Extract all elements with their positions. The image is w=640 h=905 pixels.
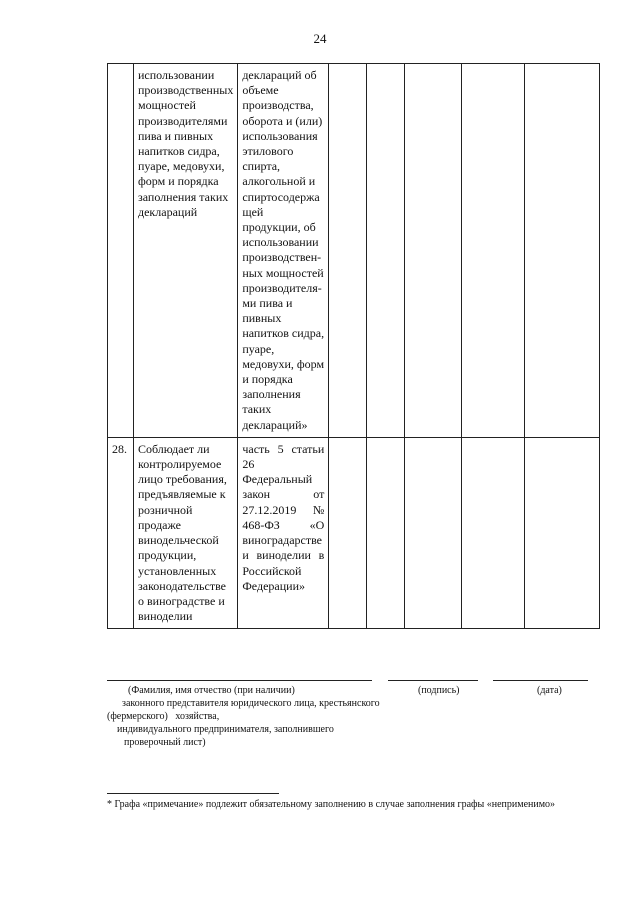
note-cell[interactable] bbox=[462, 64, 525, 438]
note-cell[interactable] bbox=[462, 437, 525, 628]
name-signature-line[interactable] bbox=[107, 680, 372, 681]
legal-reference-cell: часть 5 статьи 26 Федеральный закон от 27.12.2019 № 468-ФЗ «О виноградарстве и виноделии в Российской Федерации» bbox=[238, 437, 329, 628]
footnote-divider bbox=[107, 793, 279, 794]
row-number-cell: 28. bbox=[108, 437, 134, 628]
page-number: 24 bbox=[313, 31, 327, 46]
table-row bbox=[108, 64, 600, 438]
checklist-table bbox=[107, 63, 600, 629]
date-label: (дата) bbox=[537, 685, 562, 696]
answer-not-applicable-cell[interactable] bbox=[405, 64, 462, 438]
answer-no-cell[interactable] bbox=[367, 64, 405, 438]
answer-not-applicable-cell[interactable] bbox=[405, 437, 462, 628]
date-line[interactable] bbox=[493, 680, 588, 681]
signature-line[interactable] bbox=[388, 680, 478, 681]
answer-yes-cell[interactable] bbox=[329, 437, 367, 628]
table-row bbox=[108, 437, 600, 628]
question-cell: Соблюдает ли контролируемое лицо требования, предъявляемые к розничной продаже винодельческой продукции, установленных законодательстве о виноградстве и виноделии bbox=[134, 437, 238, 628]
footnote: * Графа «примечание» подлежит обязательному заполнению в случае заполнения графы «неприменимо» bbox=[107, 799, 556, 810]
name-label: (Фамилия, имя отчество (при наличии) bbox=[128, 685, 295, 696]
name-label: проверочный лист) bbox=[124, 737, 206, 748]
extra-cell[interactable] bbox=[525, 437, 600, 628]
row-number-cell bbox=[108, 64, 134, 438]
name-label: законного представителя юридического лица, крестьянского bbox=[122, 698, 380, 709]
question-cell: использовании производственных мощностей производителями пива и пивных напитков сидра, пуаре, медовухи, форм и порядка заполнения таких деклараций bbox=[134, 64, 238, 438]
answer-yes-cell[interactable] bbox=[329, 64, 367, 438]
name-label: индивидуального предпринимателя, заполнившего bbox=[117, 724, 334, 735]
signature-label: (подпись) bbox=[418, 685, 460, 696]
extra-cell[interactable] bbox=[525, 64, 600, 438]
name-label: (фермерского) хозяйства, bbox=[107, 711, 220, 722]
answer-no-cell[interactable] bbox=[367, 437, 405, 628]
legal-reference-cell: деклараций об объеме производства, оборота и (или) использования этилового спирта, алкогольной и спиртосодержа щей продукции, об использовании производствен-ных мощностей производителя-ми пива и пивных напитков сидра, пуаре, медовухи, форм и порядка заполнения таких деклараций» bbox=[238, 64, 329, 438]
